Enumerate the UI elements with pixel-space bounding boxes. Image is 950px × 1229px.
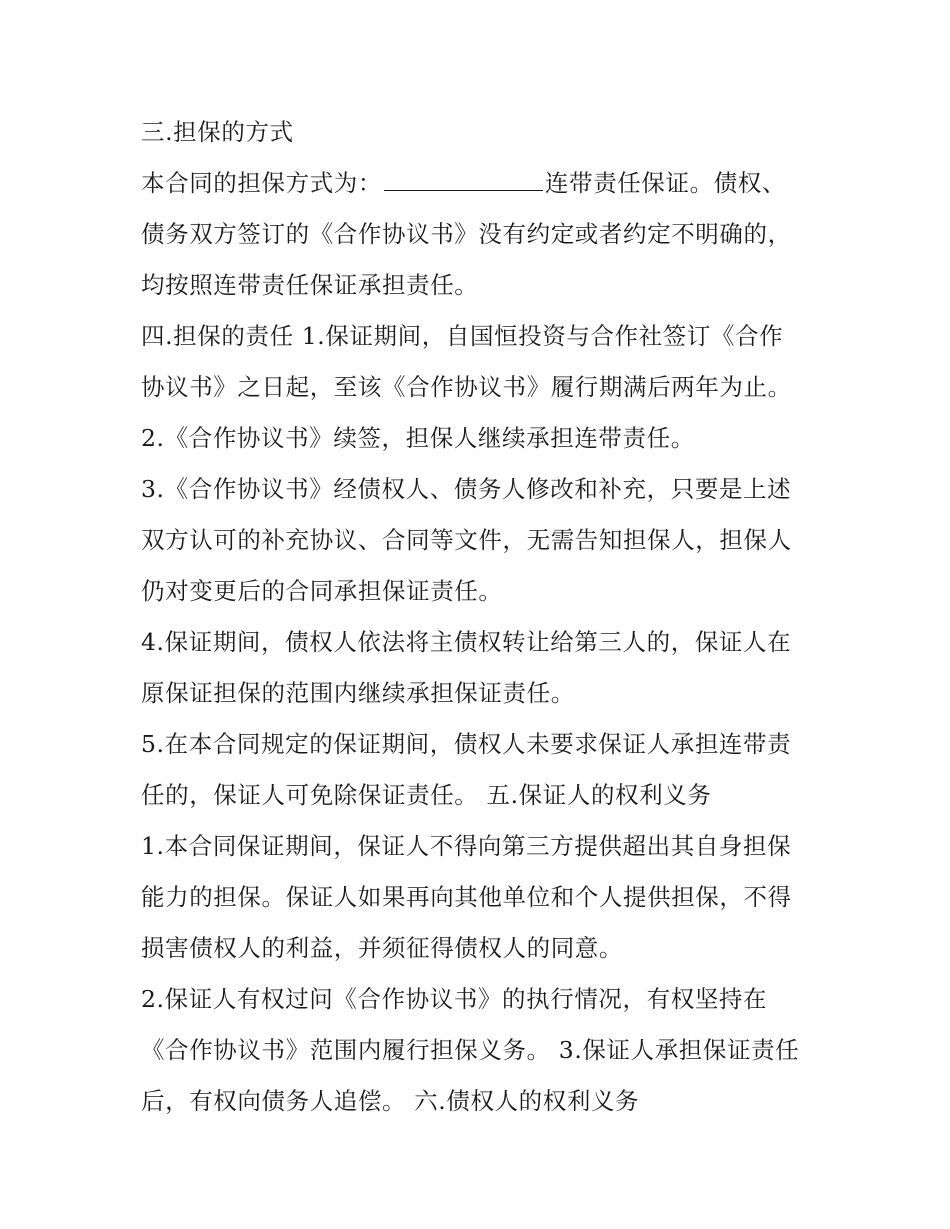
text-line: 能力的担保。保证人如果再向其他单位和个人提供担保，不得 bbox=[141, 883, 792, 911]
text-line: 仍对变更后的合同承担保证责任。 bbox=[141, 577, 503, 605]
text-line: 双方认可的补充协议、合同等文件，无需告知担保人，担保人 bbox=[141, 526, 792, 554]
text-line: 5.在本合同规定的保证期间，债权人未要求保证人承担连带责 bbox=[141, 730, 792, 758]
text-line: 2.《合作协议书》续签，担保人继续承担连带责任。 bbox=[141, 424, 695, 452]
section-heading-4: 四.担保的责任 1.保证期间，自国恒投资与合作社签订《合作 bbox=[141, 322, 784, 350]
text-line: 原保证担保的范围内继续承担保证责任。 bbox=[141, 679, 575, 707]
text-fragment: 本合同的担保方式为： bbox=[141, 169, 382, 197]
text-line: 损害债权人的利益，并须征得债权人的同意。 bbox=[141, 934, 623, 962]
text-line: 协议书》之日起，至该《合作协议书》履行期满后两年为止。 bbox=[141, 373, 792, 401]
text-line: 债务双方签订的《合作协议书》没有约定或者约定不明确的， bbox=[141, 220, 792, 248]
text-line: 均按照连带责任保证承担责任。 bbox=[141, 271, 479, 299]
text-line bbox=[141, 158, 831, 209]
text-fragment: 连带责任保证。债权、 bbox=[545, 169, 786, 197]
text-line: 3.《合作协议书》经债权人、债务人修改和补充，只要是上述 bbox=[141, 475, 792, 503]
fill-in-blank bbox=[384, 170, 543, 191]
text-line: 1.本合同保证期间，保证人不得向第三方提供超出其自身担保 bbox=[141, 832, 792, 860]
section-heading-3: 三.担保的方式 bbox=[141, 118, 294, 146]
text-line: 后，有权向债务人追偿。 六.债权人的权利义务 bbox=[141, 1087, 640, 1115]
text-line: 任的，保证人可免除保证责任。 五.保证人的权利义务 bbox=[141, 781, 712, 809]
document-body bbox=[141, 107, 831, 1127]
text-line: 4.保证期间，债权人依法将主债权转让给第三人的，保证人在 bbox=[141, 628, 792, 656]
text-line: 《合作协议书》范围内履行担保义务。 3.保证人承担保证责任 bbox=[141, 1036, 800, 1064]
text-line: 2.保证人有权过问《合作协议书》的执行情况，有权坚持在 bbox=[141, 985, 768, 1013]
